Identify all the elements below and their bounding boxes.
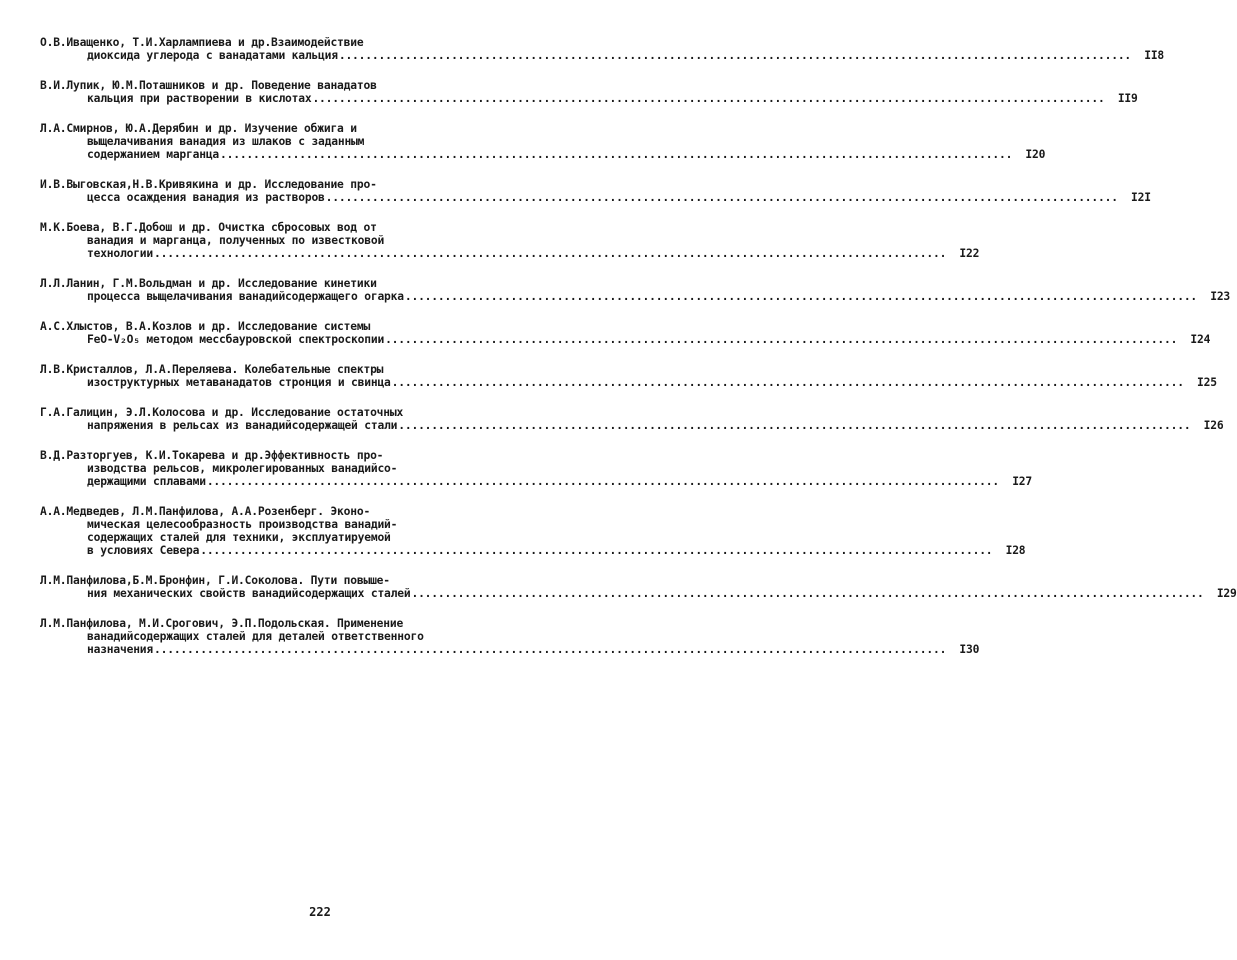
toc-entry [40,178,1151,204]
toc-leader-dots: ........................................................................................................................ [404,290,1198,303]
toc-entry-text: А.А.Медведев, Л.М.Панфилова, А.А.Розенберг. Эконо- [40,505,371,518]
toc-leader-dots: ........................................................................................................................ [411,587,1204,600]
toc-leader-dots: ........................................................................................................................ [338,49,1132,62]
toc-leader-dots: ........................................................................................................................ [154,643,947,656]
toc-entry-text: И.В.Выговская,Н.В.Кривякина и др. Исследование про- [40,178,377,191]
toc-entry [40,277,1231,303]
toc-page-number: I2I [1131,191,1151,204]
toc-entry-text: напряжения в рельсах из ванадийсодержащей стали [87,419,398,432]
toc-entry [40,449,1032,488]
toc-entry-text: Л.Л.Ланин, Г.М.Вольдман и др. Исследование кинетики [40,277,377,290]
toc-entry [40,79,1138,105]
toc-entry-text: FeO-V₂O₅ методом мессбауровской спектроскопии [87,333,385,346]
toc-entry-last-line [40,376,1217,389]
toc-entry [40,122,1046,161]
toc-leader-dots: ........................................................................................................................ [391,376,1184,389]
toc-leader-dots: ........................................................................................................................ [206,475,999,488]
toc-page-number: I27 [1012,475,1032,488]
toc-page-number: I30 [959,643,980,656]
toc-entry-last-line [40,643,980,656]
toc-entry-text: Л.А.Смирнов, Ю.А.Дерябин и др. Изучение обжига и [40,122,357,135]
toc-entry-text: изводства рельсов, микролегированных ванадийсо- [87,462,398,475]
toc-page-number: I28 [1005,544,1026,557]
toc-entry-last-line [40,49,1165,62]
toc-entry [40,617,980,656]
toc-entry-last-line [40,191,1151,204]
toc-entry [40,363,1217,389]
toc-entry-last-line [40,247,980,260]
toc-entry-text: В.И.Лупик, Ю.М.Поташников и др. Поведение ванадатов [40,79,377,92]
toc-entry-text: Л.В.Кристаллов, Л.А.Переляева. Колебательные спектры [40,363,384,376]
page-number: 222 [309,905,331,919]
toc-entry [40,320,1211,346]
toc-entry-text: О.В.Иващенко, Т.И.Харлампиева и др.Взаимодействие [40,36,364,49]
toc-leader-dots: ........................................................................................................................ [385,333,1178,346]
toc-page-number: I24 [1190,333,1211,346]
toc-entry [40,505,1026,557]
toc-page-number: I23 [1210,290,1231,303]
toc-entry-text: кальция при растворении в кислотах [87,92,312,105]
toc-page-number: I22 [959,247,980,260]
toc-entry-text: изоструктурных метаванадатов стронция и свинца [87,376,391,389]
toc-entry-last-line [40,475,1032,488]
toc-entry-text: процесса выщелачивания ванадийсодержащего огарка [87,290,404,303]
toc-leader-dots: ........................................................................................................................ [325,191,1118,204]
toc-entry [40,36,1165,62]
toc-leader-dots: ........................................................................................................................ [154,247,947,260]
toc-page-number: I25 [1197,376,1217,389]
toc-entry-text: М.К.Боева, В.Г.Добош и др. Очистка сбросовых вод от [40,221,377,234]
toc-entry-text: В.Д.Разторгуев, К.И.Токарева и др.Эффективность про- [40,449,384,462]
table-of-contents [40,36,1237,673]
toc-entry [40,406,1224,432]
toc-entry-text: назначения [87,643,154,656]
toc-entry-text: цесса осаждения ванадия из растворов [87,191,325,204]
toc-entry-text: технологии [87,247,154,260]
toc-entry [40,221,980,260]
toc-page-number: I20 [1025,148,1046,161]
toc-page-number: II9 [1117,92,1138,105]
toc-entry-text: мическая целесообразность производства ванадий- [87,518,398,531]
toc-entry-text: Л.М.Панфилова, М.И.Срогович, Э.П.Подольская. Применение [40,617,404,630]
toc-entry-text: содержанием марганца [87,148,220,161]
toc-entry-last-line [40,419,1224,432]
toc-page-number: I26 [1203,419,1224,432]
toc-entry [40,574,1237,600]
toc-entry-text: ванадия и марганца, полученных по известковой [87,234,385,247]
toc-entry-text: диоксида углерода с ванадатами кальция [87,49,338,62]
toc-entry-last-line [40,333,1211,346]
toc-entry-last-line [40,148,1046,161]
toc-entry-text: Г.А.Галицин, Э.Л.Колосова и др. Исследование остаточных [40,406,404,419]
toc-leader-dots: ........................................................................................................................ [200,544,993,557]
toc-entry-last-line [40,290,1231,303]
toc-entry-last-line [40,544,1026,557]
toc-entry-text: держащими сплавами [87,475,206,488]
toc-leader-dots: ........................................................................................................................ [398,419,1191,432]
toc-entry-last-line [40,92,1138,105]
toc-entry-last-line [40,587,1237,600]
toc-entry-text: А.С.Хлыстов, В.А.Козлов и др. Исследование системы [40,320,371,333]
toc-leader-dots: ........................................................................................................................ [312,92,1105,105]
toc-entry-text: ния механических свойств ванадийсодержащих сталей [87,587,411,600]
toc-entry-text: ванадийсодержащих сталей для деталей ответственного [87,630,424,643]
toc-entry-text: выщелачивания ванадия из шлаков с заданным [87,135,365,148]
toc-entry-text: в условиях Севера [87,544,200,557]
toc-leader-dots: ........................................................................................................................ [220,148,1013,161]
toc-entry-text: содержащих сталей для техники, эксплуатируемой [87,531,391,544]
toc-page-number: I29 [1216,587,1237,600]
toc-page-number: II8 [1144,49,1165,62]
toc-entry-text: Л.М.Панфилова,Б.М.Бронфин, Г.И.Соколова. Пути повыше- [40,574,390,587]
